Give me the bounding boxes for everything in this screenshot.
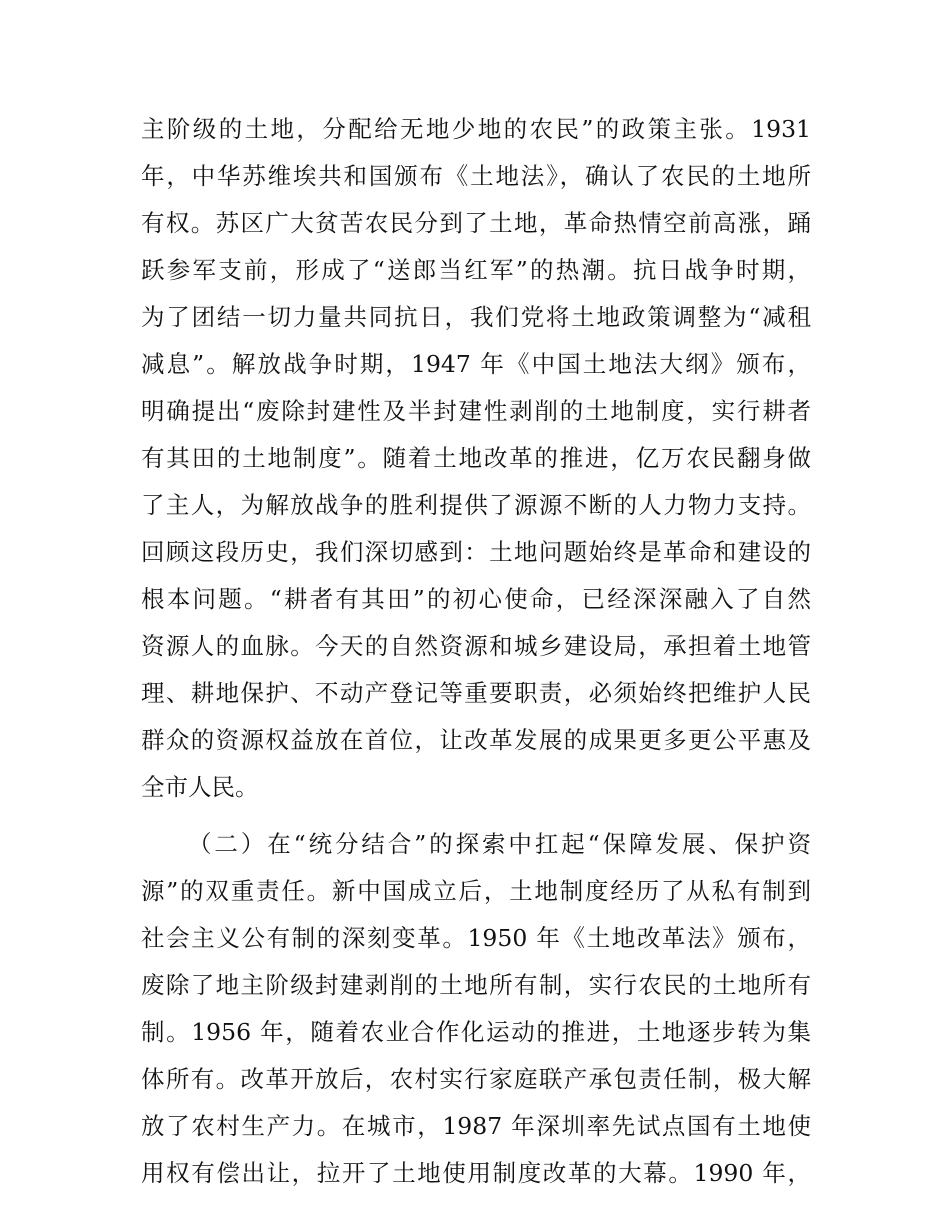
- text-line: 社会主义公有制的深刻变革。1950 年《土地改革法》颁布，: [141, 924, 811, 952]
- document-page: [141, 106, 811, 1197]
- paragraph: [141, 106, 811, 811]
- text-line: 体所有。改革开放后，农村实行家庭联产承包责任制，极大解: [141, 1065, 811, 1093]
- text-line: 放了农村生产力。在城市，1987 年深圳率先试点国有土地使: [141, 1112, 811, 1140]
- text-line: 理、耕地保护、不动产登记等重要职责，必须始终把维护人民: [141, 679, 811, 707]
- text-line: 了主人，为解放战争的胜利提供了源源不断的人力物力支持。: [141, 491, 811, 519]
- text-line: 根本问题。“耕者有其田”的初心使命，已经深深融入了自然: [141, 585, 811, 613]
- text-line: 群众的资源权益放在首位，让改革发展的成果更多更公平惠及: [141, 726, 811, 754]
- text-line: 回顾这段历史，我们深切感到：土地问题始终是革命和建设的: [141, 538, 811, 566]
- text-line: 制。1956 年，随着农业合作化运动的推进，土地逐步转为集: [141, 1018, 811, 1046]
- text-line: 跃参军支前，形成了“送郎当红军”的热潮。抗日战争时期，: [141, 256, 811, 284]
- text-line: 用权有偿出让，拉开了土地使用制度改革的大幕。1990 年，: [141, 1159, 811, 1187]
- text-line: 废除了地主阶级封建剥削的土地所有制，实行农民的土地所有: [141, 971, 811, 999]
- text-line: 全市人民。: [141, 773, 259, 801]
- text-line: 主阶级的土地，分配给无地少地的农民”的政策主张。1931: [141, 115, 811, 143]
- text-line: 年，中华苏维埃共和国颁布《土地法》，确认了农民的土地所: [141, 162, 811, 190]
- text-line: （二）在“统分结合”的探索中扛起“保障发展、保护资: [188, 830, 811, 858]
- paragraph-gap: [141, 811, 811, 821]
- paragraph: [141, 821, 811, 1197]
- text-line: 源”的双重责任。新中国成立后，土地制度经历了从私有制到: [141, 877, 811, 905]
- text-line: 为了团结一切力量共同抗日，我们党将土地政策调整为“减租: [141, 303, 811, 331]
- text-line: 有其田的土地制度”。随着土地改革的推进，亿万农民翻身做: [141, 444, 811, 472]
- text-line: 有权。苏区广大贫苦农民分到了土地，革命热情空前高涨，踊: [141, 209, 811, 237]
- text-line: 资源人的血脉。今天的自然资源和城乡建设局，承担着土地管: [141, 632, 811, 660]
- text-line: 明确提出“废除封建性及半封建性剥削的土地制度，实行耕者: [141, 397, 811, 425]
- text-line: 减息”。解放战争时期，1947 年《中国土地法大纲》颁布，: [141, 350, 811, 378]
